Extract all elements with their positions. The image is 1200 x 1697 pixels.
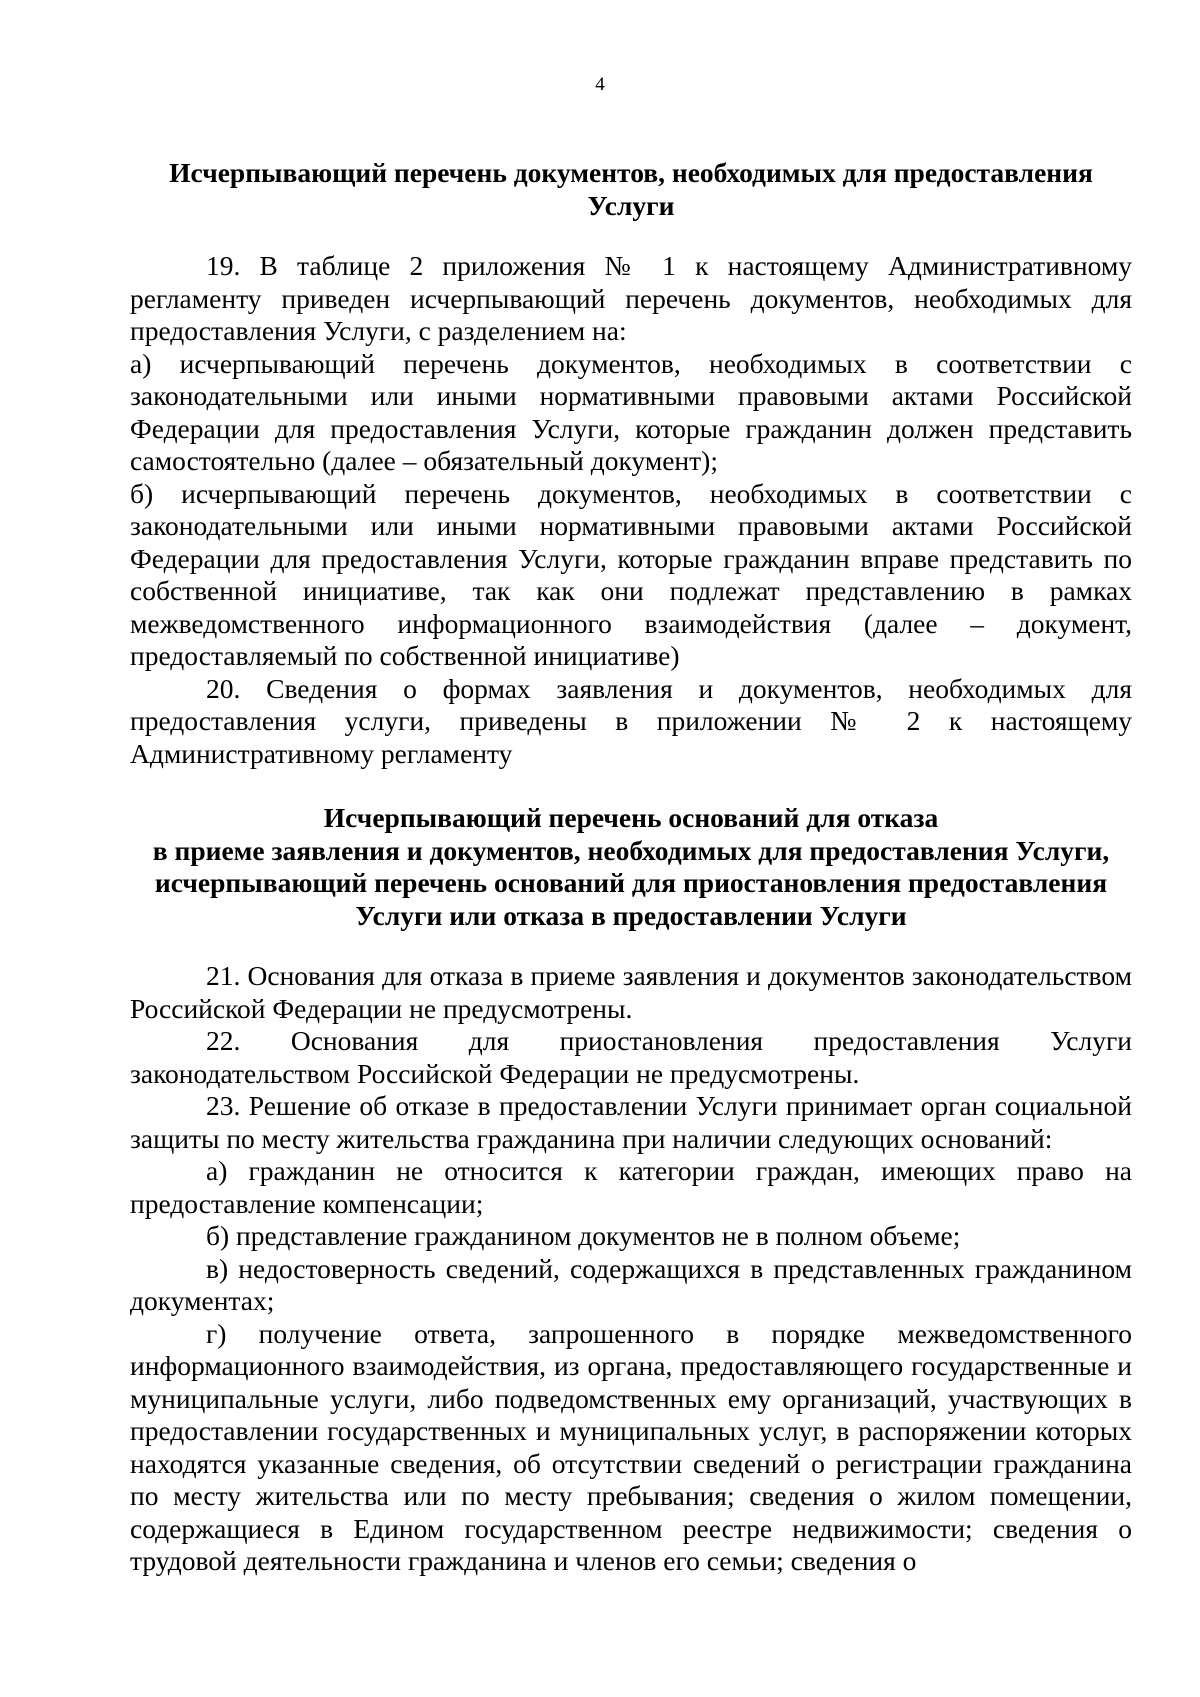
paragraph-19-a: а) исчерпывающий перечень документов, необходимых в соответствии с законодательными или иными нормативными правовыми актами Российской Федерации для предоставления Услуги, которые гражданин должен представить самостоятельно (далее – обязательный документ); [130, 347, 1132, 476]
page-number: 4 [595, 74, 605, 95]
heading-line: в приеме заявления и документов, необходимых для предоставления Услуги, [152, 834, 1110, 866]
paragraph-23-a: а) гражданин не относится к категории граждан, имеющих право на предоставление компенсации; [130, 1155, 1132, 1219]
paragraph-23-b: б) представление гражданином документов не в полном объеме; [206, 1220, 961, 1251]
heading-line: Услуги или отказа в предоставлении Услуги [355, 899, 907, 931]
paragraph-23-g: г) получение ответа, запрошенного в порядке межведомственного информационного взаимодействия, из органа, предоставляющего государственные и муниципальные услуги, либо подведомственных ему организаций, участвующих в предоставлении государственных и муниципальных услуг, в распоряжении которых находятся указанные сведения, об отсутствии сведений о регистрации гражданина по месту жительства или по месту пребывания; сведения о жилом помещении, содержащиеся в Едином государственном реестре недвижимости; сведения о трудовой деятельности гражданина и членов его семьи; сведения о [130, 1317, 1132, 1576]
paragraph-22: 22. Основания для приостановления предоставления Услуги законодательством Российской Федерации не предусмотрены. [130, 1025, 1132, 1089]
heading-line: Исчерпывающий перечень документов, необходимых для предоставления [169, 157, 1093, 188]
heading-line: исчерпывающий перечень оснований для приостановления предоставления [154, 867, 1108, 898]
section-heading-documents [130, 157, 1132, 222]
paragraph-19-b: б) исчерпывающий перечень документов, необходимых в соответствии с законодательными или иными нормативными правовыми актами Российской Федерации для предоставления Услуги, которые гражданин вправе представить по собственной инициативе, так как они подлежат представлению в рамках межведомственного информационного взаимодействия (далее – документ, предоставляемый по собственной инициативе) [130, 477, 1132, 671]
paragraph-23-v: в) недостоверность сведений, содержащихся в представленных гражданином документах; [130, 1252, 1132, 1316]
paragraph-23: 23. Решение об отказе в предоставлении Услуги принимает орган социальной защиты по месту жительства гражданина при наличии следующих оснований: [130, 1090, 1132, 1154]
section-heading-refusal [130, 802, 1132, 932]
heading-line: Исчерпывающий перечень оснований для отказа [323, 802, 939, 833]
section-body-documents [130, 250, 1132, 770]
section-body-refusal [130, 960, 1132, 1578]
paragraph-20: 20. Сведения о формах заявления и документов, необходимых для предоставления услуги, приведены в приложении № 2 к настоящему Административному регламенту [130, 672, 1132, 769]
paragraph-19: 19. В таблице 2 приложения № 1 к настоящему Административному регламенту приведен исчерпывающий перечень документов, необходимых для предоставления Услуги, с разделением на: [130, 250, 1132, 346]
heading-line: Услуги [587, 189, 675, 221]
paragraph-21: 21. Основания для отказа в приеме заявления и документов законодательством Российской Федерации не предусмотрены. [130, 960, 1132, 1024]
